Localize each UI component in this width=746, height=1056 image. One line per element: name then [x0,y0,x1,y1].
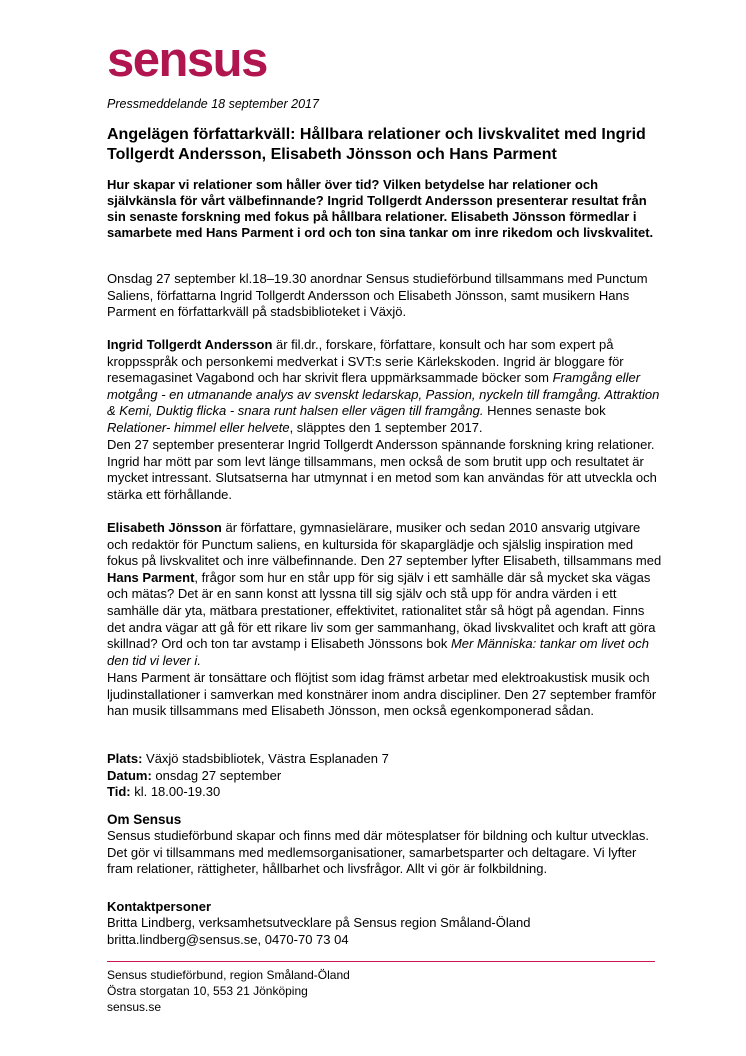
place-line [107,751,662,768]
hans-name: Hans Parment [107,569,195,585]
contact-details-line[interactable]: britta.lindberg@sensus.se, 0470-70 73 04 [107,931,349,947]
time-label: Tid: [107,784,131,800]
sensus-logo: sensus [107,33,267,87]
about-text: Sensus studieförbund skapar och finns med där mötesplatser för bildning och kultur utvecklas. Det gör vi tillsammans med medlemsorganisationer, samarbetsparter och deltagare. Vi lyfter fram relationer, rättigheter, hållbarhet och livsfrågor. Allt vi gör är folkbildning. [107,828,649,877]
lead-paragraph: Hur skapar vi relationer som håller över tid? Vilken betydelse har relationer och självkänsla för vårt välbefinnande? Ingrid Tollgerdt Andersson presenterar resultat från sin senaste forskning med fokus på hållbara relationer. Elisabeth Jönsson förmedlar i samarbete med Hans Parment i ord och ton sina tankar om inre rikedom och livskvalitet. [107,177,654,240]
footer-website-link[interactable]: sensus.se [107,1000,162,1014]
headline: Angelägen författarkväll: Hållbara relationer och livskvalitet med Ingrid Tollgerdt Andersson, Elisabeth Jönsson och Hans Parment [107,126,646,163]
dateline: Pressmeddelande 18 september 2017 [107,97,319,111]
elisabeth-book: Mer Människa: tankar om livet och den tid vi lever i. [107,636,649,668]
date-label: Datum: [107,767,152,783]
research-paragraph: Den 27 september presenterar Ingrid Tollgerdt Andersson spännande forskning kring relationer. Ingrid har mött par som levt länge tillsammans, men också de som brutit upp och resultatet är mycket intressant. Slutsatserna har utmynnat i en metod som kan användas för att utveckla och stärka ett förhållande. [107,437,657,502]
footer-divider [107,961,655,962]
footer [107,967,350,1015]
contacts-heading: Kontaktpersoner [107,899,212,914]
ingrid-latest-intro: Hennes senaste bok [483,403,606,419]
footer-address: Östra storgatan 10, 553 21 Jönköping [107,984,308,998]
elisabeth-topic-text: , frågor som hur en står upp för sig själv i ett samhälle där så mycket ska vägas och mätas? Det är en sann konst att lyssna till sig själv och stå upp för andra värden i ett samhälle där yta, mätbara prestationer, effektivitet, rationalitet står så högt på agendan. Finns det andra vägar att gå för ett rikare liv som ger sammanhang, ökad livskvalitet och kraft att göra skillnad? Ord och ton tar avstamp i Elisabeth Jönssons bok [107,569,656,652]
ingrid-name: Ingrid Tollgerdt Andersson [107,337,273,352]
footer-org: Sensus studieförbund, region Småland-Öland [107,968,350,982]
elisabeth-bio-text: är författare, gymnasielärare, musiker och sedan 2010 ansvarig utgivare och redaktör för Punctum saliens, en kultursida för skaparglädje och själslig inspiration med fokus på livskvalitet och inre välbefinnande. Den 27 september lyfter Elisabeth, tillsammans med [107,520,662,569]
ingrid-bio-paragraph [107,337,662,437]
place-value: Växjö stadsbibliotek, Västra Esplanaden 7 [142,751,389,766]
ingrid-book-titles: Framgång eller motgång - en utmanande analys av svenskt ledarskap, Passion, nyckeln till framgång. Attraktion & Kemi, Duktig flicka - snara runt halsen eller vägen till framgång. [107,370,660,419]
about-heading: Om Sensus [107,812,182,827]
event-details [107,751,662,801]
contacts-block [107,915,662,948]
contact-name-line: Britta Lindberg, verksamhetsutvecklare på Sensus region Småland-Öland [107,915,531,930]
time-line [107,784,662,801]
date-line [107,768,662,785]
ingrid-latest-book: Relationer- himmel eller helvete [107,419,290,435]
hans-bio-paragraph: Hans Parment är tonsättare och flöjtist som idag främst arbetar med elektroakustisk musik och ljudinstallationer i samverkan med konstnärer inom andra discipliner. Den 27 september framför han musik tillsammans med Elisabeth Jönsson, men också egenkomponerad sådan. [107,670,657,719]
ingrid-bio-text: är fil.dr., forskare, författare, konsult och har som expert på kroppsspråk och personkemi medverkat i SVT:s serie Kärlekskoden. Ingrid är bloggare för resemagasinet Vagabond och har skrivit flera uppmärksammade böcker som [107,337,624,386]
place-label: Plats: [107,751,143,766]
date-value: onsdag 27 september [151,767,282,783]
time-value: kl. 18.00-19.30 [130,784,221,800]
intro-paragraph: Onsdag 27 september kl.18–19.30 anordnar Sensus studieförbund tillsammans med Punctum Saliens, författarna Ingrid Tollgerdt Andersson och Elisabeth Jönsson, samt musikern Hans Parment en författarkväll på stadsbiblioteket i Växjö. [107,271,648,320]
elisabeth-name: Elisabeth Jönsson [107,520,222,535]
elisabeth-bio-paragraph [107,520,662,669]
ingrid-release-text: , släpptes den 1 september 2017. [289,419,483,435]
